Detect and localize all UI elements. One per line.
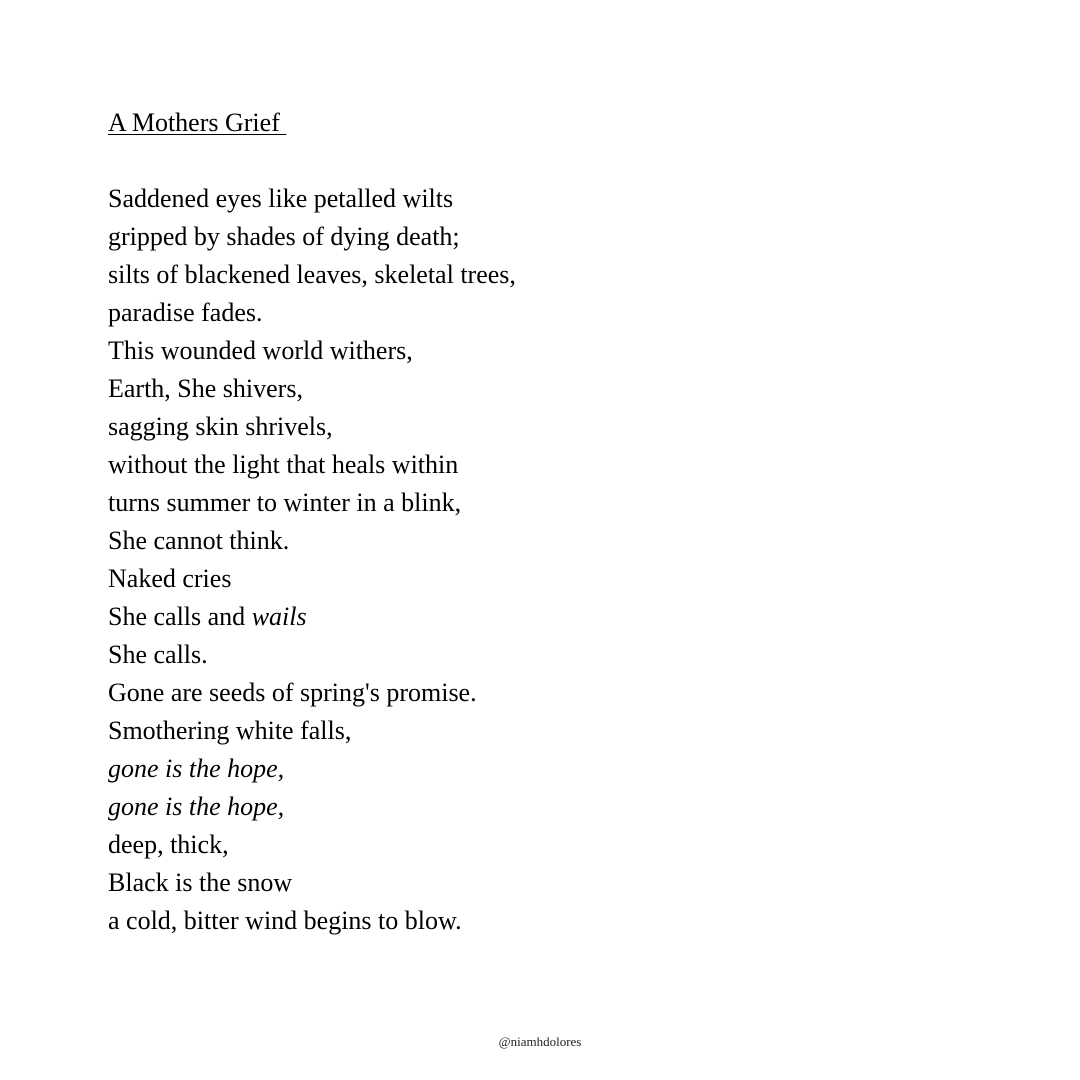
poem-line: paradise fades. [108, 298, 263, 327]
poem-line: gripped by shades of dying death; [108, 222, 460, 251]
poem-line: Saddened eyes like petalled wilts [108, 184, 454, 213]
poem-line: Black is the snow [108, 868, 293, 897]
poem-line: sagging skin shrivels, [108, 412, 333, 441]
poem-line: without the light that heals within [108, 450, 459, 479]
poem [108, 104, 908, 940]
poem-title: A Mothers Grief [108, 108, 287, 137]
poem-line-italic-word: wails [251, 602, 307, 631]
poem-line: deep, thick, [108, 830, 229, 859]
poem-line [108, 598, 908, 636]
poem-line: Gone are seeds of spring's promise. [108, 678, 477, 707]
poem-body [108, 180, 908, 940]
poem-line: This wounded world withers, [108, 336, 413, 365]
poem-line: She calls. [108, 640, 208, 669]
poem-line: She cannot think. [108, 526, 290, 555]
poem-line: turns summer to winter in a blink, [108, 488, 462, 517]
poem-line-text: She calls and [108, 602, 252, 631]
poem-line: silts of blackened leaves, skeletal trees, [108, 260, 516, 289]
poem-line-italic: gone is the hope, [108, 754, 285, 783]
poem-line: Earth, She shivers, [108, 374, 303, 403]
poem-line-italic: gone is the hope, [108, 792, 285, 821]
poem-line: Smothering white falls, [108, 716, 352, 745]
poem-line: a cold, bitter wind begins to blow. [108, 906, 462, 935]
poem-line: Naked cries [108, 564, 232, 593]
author-handle: @niamhdolores [498, 1034, 582, 1049]
